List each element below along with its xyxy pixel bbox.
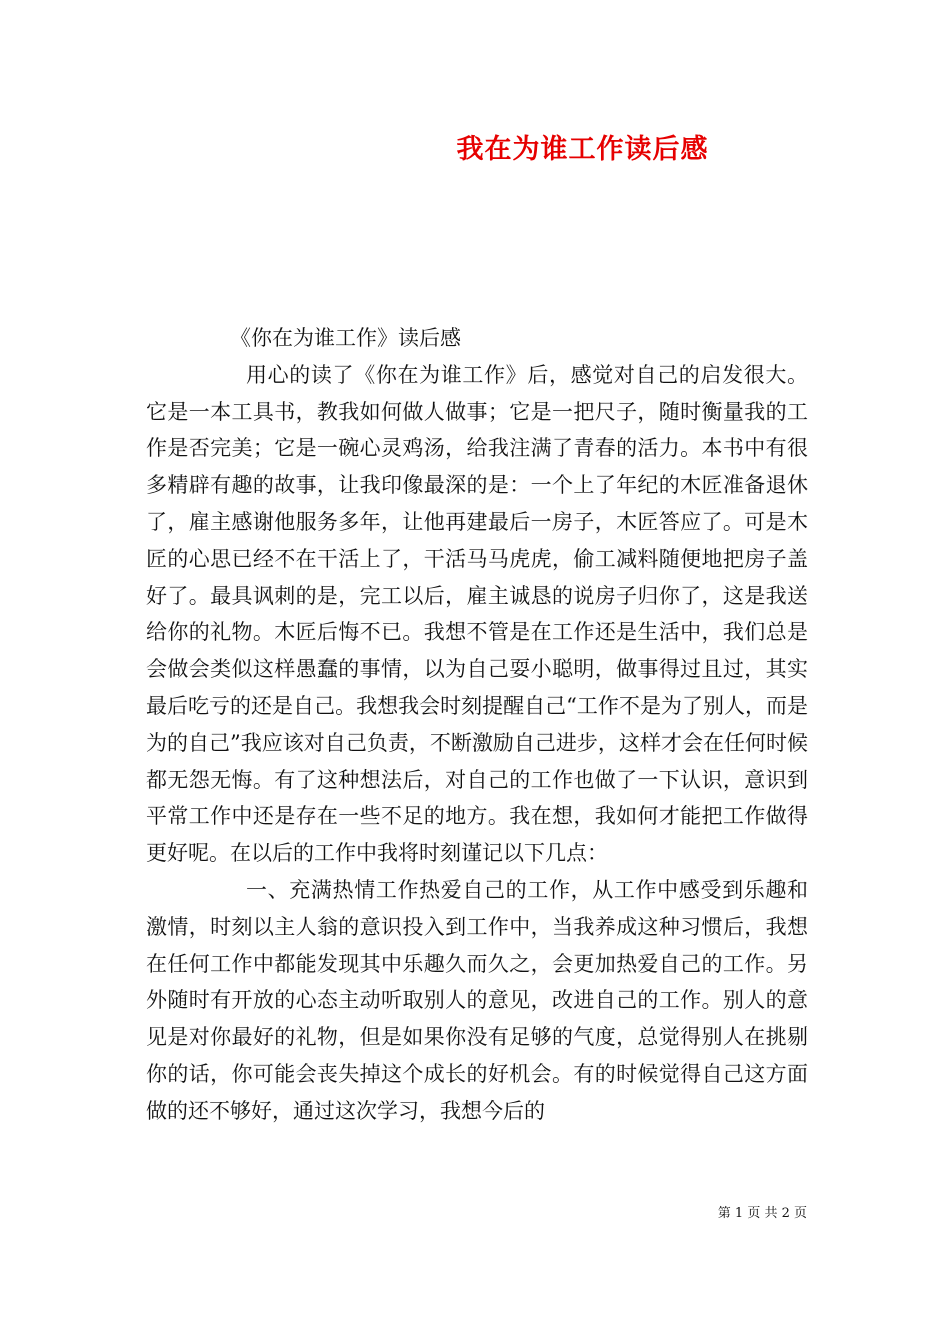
document-subtitle: 《你在为谁工作》读后感 [230, 326, 461, 350]
document-body [146, 320, 808, 1130]
document-title: 我在为谁工作读后感 [456, 134, 709, 165]
page-number-footer: 第 1 页 共 2 页 [717, 1206, 807, 1221]
paragraph-2: 一、充满热情工作热爱自己的工作，从工作中感受到乐趣和激情，时刻以主人翁的意识投入到工作中，当我养成这种习惯后，我想在任何工作中都能发现其中乐趣久而久之，会更加热爱自己的工作。另外随时有开放的心态主动听取别人的意见，改进自己的工作。别人的意见是对你最好的礼物，但是如果你没有足够的气度，总觉得别人在挑剔你的话，你可能会丧失掉这个成长的好机会。有的时候觉得自己这方面做的还不够好，通过这次学习，我想今后的 [146, 877, 808, 1123]
paragraph-1: 用心的读了《你在为谁工作》后，感觉对自己的启发很大。它是一本工具书，教我如何做人做事；它是一把尺子，随时衡量我的工作是否完美；它是一碗心灵鸡汤，给我注满了青春的活力。本书中有很多精辟有趣的故事，让我印像最深的是：一个上了年纪的木匠准备退休了，雇主感谢他服务多年，让他再建最后一房子，木匠答应了。可是木匠的心思已经不在干活上了，干活马马虎虎，偷工减料随便地把房子盖好了。最具讽刺的是，完工以后，雇主诚恳的说房子归你了，这是我送给你的礼物。木匠后悔不已。我想不管是在工作还是生活中，我们总是会做会类似这样愚蠢的事情，以为自己耍小聪明，做事得过且过，其实最后吃亏的还是自己。我想我会时刻提醒自己“工作不是为了别人，而是为的自己”我应该对自己负责，不断激励自己进步，这样才会在任何时候都无怨无悔。有了这种想法后，对自己的工作也做了一下认识，意识到平常工作中还是存在一些不足的地方。我在想，我如何才能把工作做得更好呢。在以后的工作中我将时刻谨记以下几点： [146, 362, 808, 866]
